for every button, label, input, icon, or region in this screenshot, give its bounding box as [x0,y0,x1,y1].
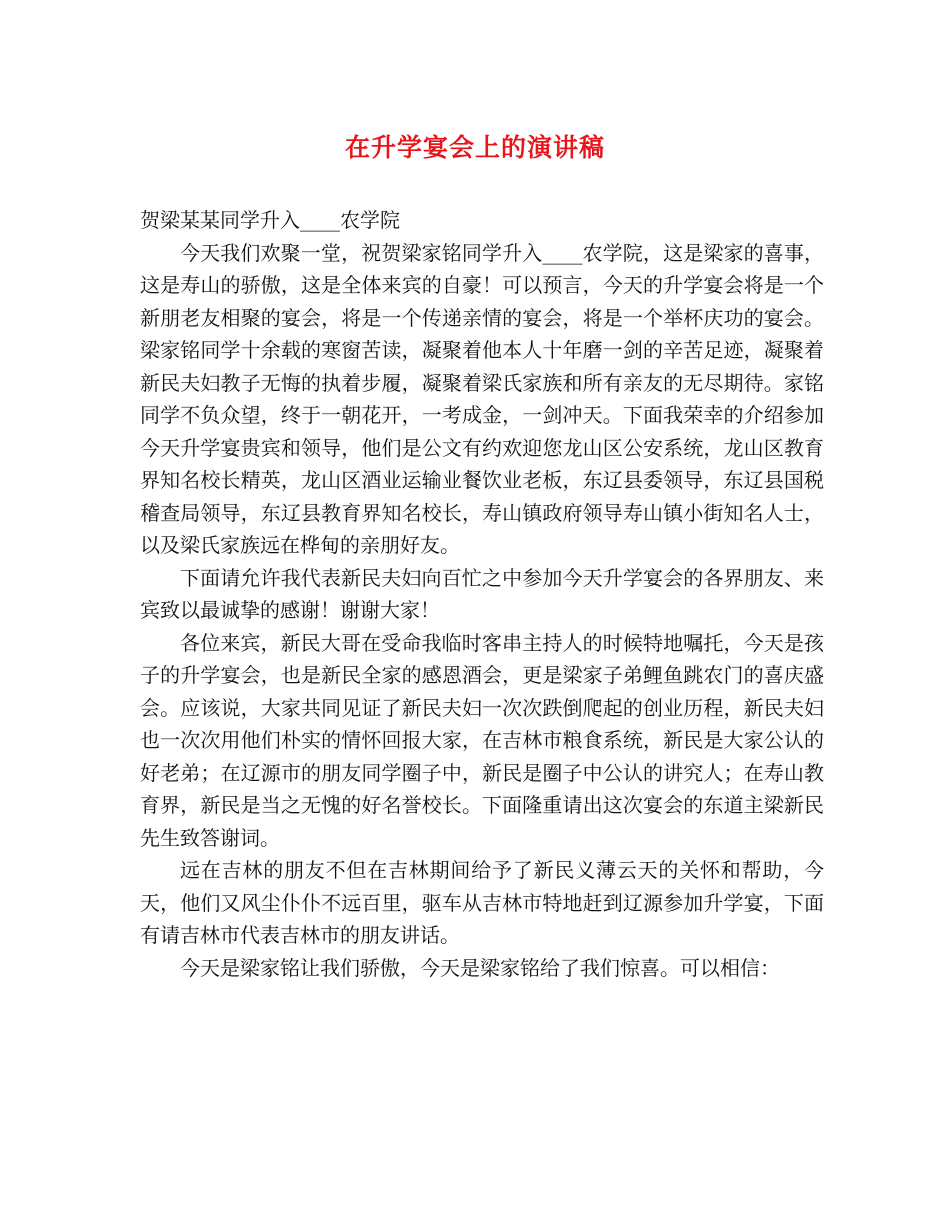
paragraph: 各位来宾，新民大哥在受命我临时客串主持人的时候特地嘱托，今天是孩子的升学宴会，也是新民全家的感恩酒会，更是梁家子弟鲤鱼跳农门的喜庆盛会。应该说，大家共同见证了新民夫妇一次次跌倒爬起的创业历程，新民夫妇也一次次用他们朴实的情怀回报大家，在吉林市粮食系统，新民是大家公认的好老弟；在辽源市的朋友同学圈子中，新民是圈子中公认的讲究人；在寿山教育界，新民是当之无愧的好名誉校长。下面隆重请出这次宴会的东道主梁新民先生致答谢词。 [140,630,824,850]
document-subtitle: 贺梁某某同学升入____农学院 [140,208,400,232]
document-title: 在升学宴会上的演讲稿 [344,133,605,162]
paragraph: 远在吉林的朋友不但在吉林期间给予了新民义薄云天的关怀和帮助，今天，他们又风尘仆仆不远百里，驱车从吉林市特地赶到辽源参加升学宴，下面有请吉林市代表吉林市的朋友讲话。 [140,858,824,947]
paragraph: 今天是梁家铭让我们骄傲，今天是梁家铭给了我们惊喜。可以相信： [180,955,780,980]
paragraph: 下面请允许我代表新民夫妇向百忙之中参加今天升学宴会的各界朋友、来宾致以最诚挚的感谢！谢谢大家！ [140,565,824,622]
document-body [140,204,824,984]
paragraph: 今天我们欢聚一堂，祝贺梁家铭同学升入____农学院，这是梁家的喜事，这是寿山的骄傲，这是全体来宾的自豪！可以预言，今天的升学宴会将是一个新朋老友相聚的宴会，将是一个传递亲情的宴会，将是一个举杯庆功的宴会。梁家铭同学十余载的寒窗苦读，凝聚着他本人十年磨一剑的辛苦足迹，凝聚着新民夫妇教子无悔的执着步履，凝聚着梁氏家族和所有亲友的无尽期待。家铭同学不负众望，终于一朝花开，一考成金，一剑冲天。下面我荣幸的介绍参加今天升学宴贵宾和领导，他们是公文有约欢迎您龙山区公安系统，龙山区教育界知名校长精英，龙山区酒业运输业餐饮业老板，东辽县委领导，东辽县国税稽查局领导，东辽县教育界知名校长，寿山镇政府领导寿山镇小街知名人士，以及梁氏家族远在桦甸的亲朋好友。 [140,240,824,557]
